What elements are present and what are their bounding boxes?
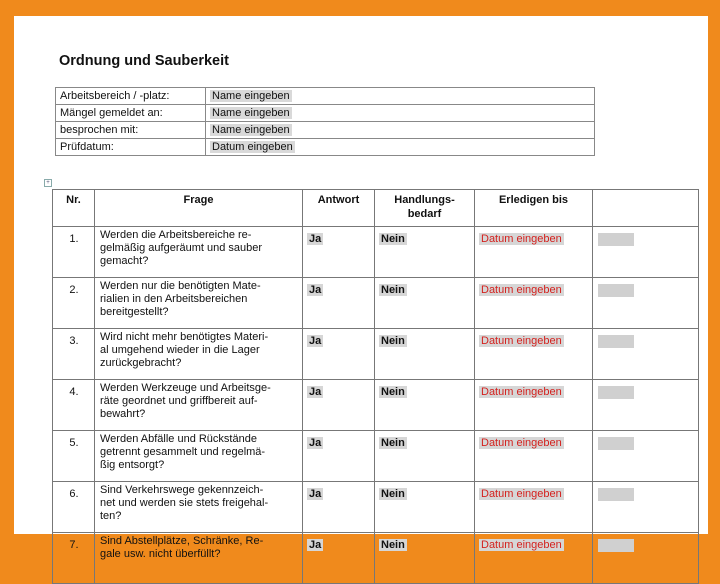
answer-dropdown[interactable]: Ja <box>309 488 322 500</box>
action-needed-cell[interactable] <box>375 227 475 278</box>
answer-cell[interactable] <box>303 533 375 584</box>
table-move-handle-icon[interactable]: + <box>44 179 52 187</box>
checkbox-field[interactable] <box>598 488 634 501</box>
table-header-row <box>53 190 699 227</box>
action-needed-cell[interactable] <box>375 278 475 329</box>
due-date-cell[interactable] <box>475 431 593 482</box>
checkbox-field[interactable] <box>598 284 634 297</box>
header-frage: Frage <box>95 190 303 227</box>
checkbox-field[interactable] <box>598 437 634 450</box>
extra-cell[interactable] <box>593 278 699 329</box>
row-question: Werden nur die benötigten Mate- rialien in den Arbeitsbereichen bereitgestellt? <box>95 278 303 329</box>
due-date-cell[interactable] <box>475 227 593 278</box>
row-question: Sind Verkehrswege gekennzeich- net und werden sie stets freigehal- ten? <box>95 482 303 533</box>
row-number: 5. <box>53 431 95 482</box>
action-needed-cell[interactable] <box>375 482 475 533</box>
row-number: 7. <box>53 533 95 584</box>
answer-dropdown[interactable]: Ja <box>309 386 322 398</box>
info-row <box>56 139 595 156</box>
checkbox-field[interactable] <box>598 233 634 246</box>
extra-cell[interactable] <box>593 227 699 278</box>
info-value-field[interactable] <box>206 105 595 122</box>
info-row <box>56 122 595 139</box>
action-needed-dropdown[interactable]: Nein <box>381 539 405 551</box>
due-date-cell[interactable] <box>475 329 593 380</box>
info-label: Mängel gemeldet an: <box>56 105 206 122</box>
info-value[interactable]: Name eingeben <box>212 124 290 136</box>
info-table <box>55 87 595 156</box>
checklist-table <box>52 189 699 584</box>
action-needed-cell[interactable] <box>375 533 475 584</box>
due-date-cell[interactable] <box>475 380 593 431</box>
answer-cell[interactable] <box>303 482 375 533</box>
due-date-field[interactable]: Datum eingeben <box>481 233 562 245</box>
action-needed-dropdown[interactable]: Nein <box>381 233 405 245</box>
info-row <box>56 88 595 105</box>
table-row <box>53 482 699 533</box>
table-row <box>53 380 699 431</box>
row-number: 1. <box>53 227 95 278</box>
answer-dropdown[interactable]: Ja <box>309 284 322 296</box>
answer-dropdown[interactable]: Ja <box>309 233 322 245</box>
row-number: 2. <box>53 278 95 329</box>
info-value[interactable]: Datum eingeben <box>212 141 293 153</box>
row-question: Wird nicht mehr benötigtes Materi- al umgehend wieder in die Lager zurückgebracht? <box>95 329 303 380</box>
answer-dropdown[interactable]: Ja <box>309 335 322 347</box>
document-page <box>14 16 708 560</box>
table-row <box>53 329 699 380</box>
info-row <box>56 105 595 122</box>
info-value[interactable]: Name eingeben <box>212 90 290 102</box>
row-question: Sind Abstellplätze, Schränke, Re- gale usw. nicht überfüllt? <box>95 533 303 584</box>
row-number: 6. <box>53 482 95 533</box>
answer-dropdown[interactable]: Ja <box>309 539 322 551</box>
due-date-field[interactable]: Datum eingeben <box>481 335 562 347</box>
table-row <box>53 278 699 329</box>
checkbox-field[interactable] <box>598 386 634 399</box>
due-date-cell[interactable] <box>475 482 593 533</box>
extra-cell[interactable] <box>593 482 699 533</box>
document-title: Ordnung und Sauberkeit <box>59 53 229 69</box>
header-antwort: Antwort <box>303 190 375 227</box>
due-date-cell[interactable] <box>475 278 593 329</box>
action-needed-cell[interactable] <box>375 380 475 431</box>
answer-cell[interactable] <box>303 329 375 380</box>
action-needed-dropdown[interactable]: Nein <box>381 284 405 296</box>
extra-cell[interactable] <box>593 533 699 584</box>
action-needed-dropdown[interactable]: Nein <box>381 335 405 347</box>
answer-cell[interactable] <box>303 227 375 278</box>
action-needed-dropdown[interactable]: Nein <box>381 437 405 449</box>
header-erledigen-bis: Erledigen bis <box>475 190 593 227</box>
row-question: Werden Werkzeuge und Arbeitsge- räte geordnet und griffbereit auf- bewahrt? <box>95 380 303 431</box>
due-date-field[interactable]: Datum eingeben <box>481 386 562 398</box>
answer-cell[interactable] <box>303 380 375 431</box>
answer-cell[interactable] <box>303 431 375 482</box>
checkbox-field[interactable] <box>598 539 634 552</box>
answer-cell[interactable] <box>303 278 375 329</box>
row-number: 4. <box>53 380 95 431</box>
action-needed-dropdown[interactable]: Nein <box>381 488 405 500</box>
info-label: Prüfdatum: <box>56 139 206 156</box>
row-question: Werden die Arbeitsbereiche re- gelmäßig aufgeräumt und sauber gemacht? <box>95 227 303 278</box>
checkbox-field[interactable] <box>598 335 634 348</box>
extra-cell[interactable] <box>593 431 699 482</box>
info-value-field[interactable] <box>206 88 595 105</box>
info-label: besprochen mit: <box>56 122 206 139</box>
action-needed-cell[interactable] <box>375 329 475 380</box>
info-value-field[interactable] <box>206 139 595 156</box>
action-needed-cell[interactable] <box>375 431 475 482</box>
due-date-field[interactable]: Datum eingeben <box>481 539 562 551</box>
extra-cell[interactable] <box>593 329 699 380</box>
due-date-field[interactable]: Datum eingeben <box>481 437 562 449</box>
table-row <box>53 227 699 278</box>
row-number: 3. <box>53 329 95 380</box>
extra-cell[interactable] <box>593 380 699 431</box>
action-needed-dropdown[interactable]: Nein <box>381 386 405 398</box>
header-extra <box>593 190 699 227</box>
row-question: Werden Abfälle und Rückstände getrennt gesammelt und regelmä- ßig entsorgt? <box>95 431 303 482</box>
info-label: Arbeitsbereich / -platz: <box>56 88 206 105</box>
due-date-field[interactable]: Datum eingeben <box>481 284 562 296</box>
header-handlungsbedarf: Handlungs- bedarf <box>375 190 475 227</box>
due-date-field[interactable]: Datum eingeben <box>481 488 562 500</box>
table-row <box>53 533 699 584</box>
answer-dropdown[interactable]: Ja <box>309 437 322 449</box>
due-date-cell[interactable] <box>475 533 593 584</box>
info-value-field[interactable] <box>206 122 595 139</box>
header-nr: Nr. <box>53 190 95 227</box>
info-value[interactable]: Name eingeben <box>212 107 290 119</box>
table-row <box>53 431 699 482</box>
